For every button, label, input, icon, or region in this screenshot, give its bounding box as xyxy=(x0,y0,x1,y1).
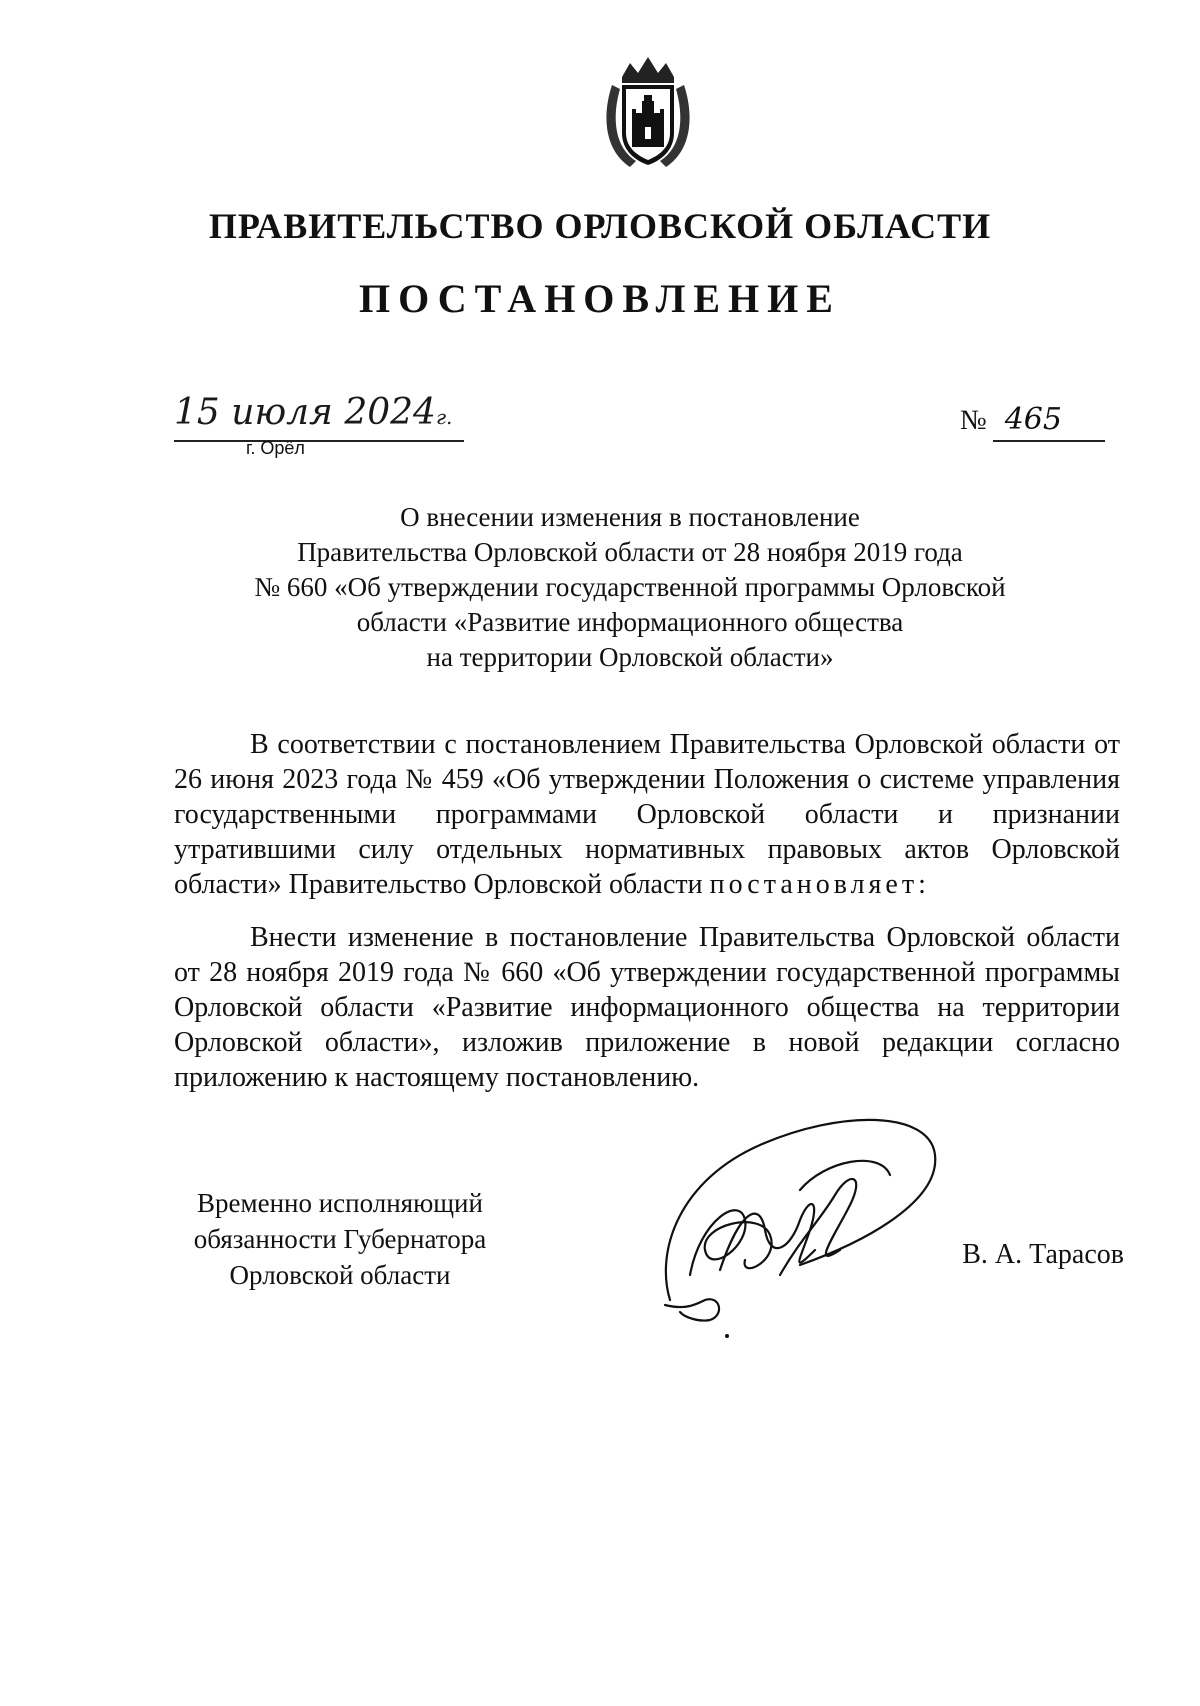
document-date xyxy=(174,390,464,442)
signer-name: В. А. Тарасов xyxy=(962,1239,1124,1270)
signer-title-line: обязанности Губернатора xyxy=(193,1224,487,1254)
document-subject xyxy=(230,500,1030,675)
government-name: ПРАВИТЕЛЬСТВО ОРЛОВСКОЙ ОБЛАСТИ xyxy=(208,206,992,246)
subject-line: О внесении изменения в постановление xyxy=(400,502,860,532)
date-suffix: г. xyxy=(435,405,453,429)
city-label: г. Орёл xyxy=(246,438,305,458)
preamble-paragraph xyxy=(174,727,1120,902)
handwritten-date: 15 июля 2024 xyxy=(174,392,436,433)
handwritten-number: 465 xyxy=(993,400,1105,442)
subject-line: № 660 «Об утверждении государственной программы Орловской xyxy=(254,572,1006,602)
signer-title-line: Временно исполняющий xyxy=(197,1188,483,1218)
operative-paragraph: Внести изменение в постановление Правительства Орловской области от 28 ноября 2019 года № 660 «Об утверждении государственной программы Орловской области «Развитие информационного общества на территории Орловской области», изложив приложение в новой редакции согласно приложению к настоящему постановлению. xyxy=(174,922,1120,1093)
signer-position xyxy=(170,1185,510,1293)
document-number xyxy=(960,400,1105,442)
handwritten-signature xyxy=(650,1100,940,1340)
decree-keyword: постановляет: xyxy=(709,869,930,900)
preamble-text: В соответствии с постановлением Правительства Орловской области от 26 июня 2023 года № 459 «Об утверждении Положения о системе управления государственными программами Орловской области и признании утратившими силу отдельных нормативных правовых актов Орловской области» Правительство Орловской области xyxy=(174,729,1120,900)
subject-line: на территории Орловской области» xyxy=(426,642,834,672)
subject-line: Правительства Орловской области от 28 ноября 2019 года xyxy=(297,537,963,567)
number-sign: № xyxy=(960,405,987,436)
coat-of-arms-emblem xyxy=(600,55,696,175)
signer-title-line: Орловской области xyxy=(229,1260,451,1290)
document-type: ПОСТАНОВЛЕНИЕ xyxy=(359,276,841,321)
subject-line: области «Развитие информационного общества xyxy=(356,607,904,637)
